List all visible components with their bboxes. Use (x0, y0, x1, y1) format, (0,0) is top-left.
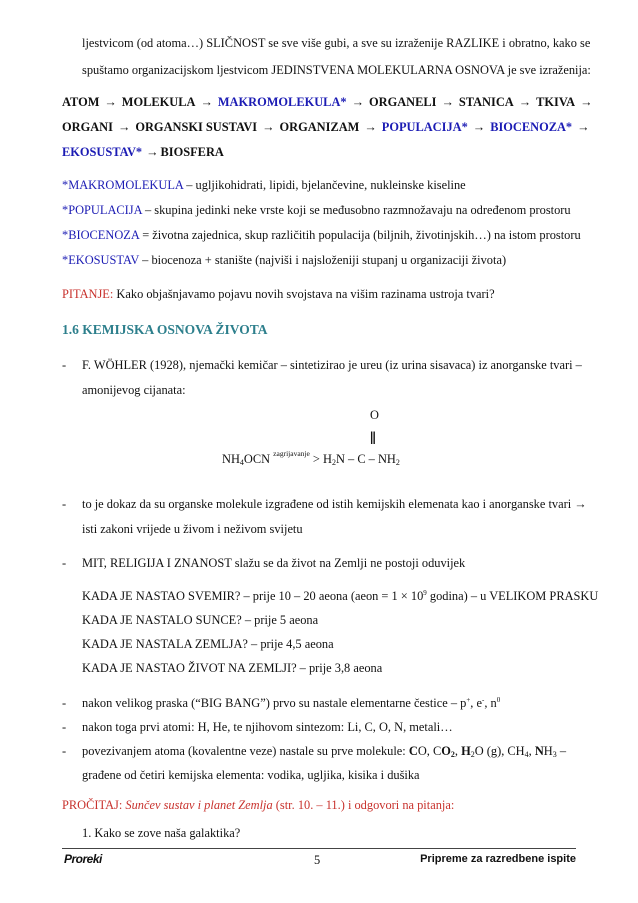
intro-line-2: spuštamo organizacijskom ljestvicom JEDINSTVENA MOLEKULARNA OSNOVA je sve izraženija: (82, 63, 591, 77)
question-label: PITANJE: (62, 287, 114, 301)
reaction-arrow: > (309, 452, 324, 466)
publisher-logo: Proreki (64, 852, 102, 866)
chain-atom: ATOM (62, 95, 100, 109)
myth-line: MIT, RELIGIJA I ZNANOST slažu se da život na Zemlji ne postoji oduvijek (82, 556, 466, 570)
chain-organizam: ORGANIZAM (279, 120, 360, 134)
age-sun: KADA JE NASTALO SUNCE? – prije 5 aeona (82, 613, 319, 627)
chain-molekula: MOLEKULA (121, 95, 196, 109)
double-bond: ‖ (370, 428, 376, 448)
carbonyl-oxygen: O (370, 408, 379, 422)
footer-divider (62, 848, 576, 849)
bigbang-particles: nakon velikog praska (“BIG BANG”) prvo su nastale elementarne čestice – p+, e-, $n^0$ (82, 696, 501, 710)
arrow-icon: → (580, 95, 593, 109)
bullet-dash: - (62, 696, 67, 710)
first-atoms: nakon toga prvi atomi: H, He, te njihovom sintezom: Li, C, O, N, metali… (82, 720, 453, 734)
arrow-icon: → (577, 120, 590, 134)
chain-organeli: ORGANELI (368, 95, 437, 109)
page-number: 5 (314, 853, 321, 867)
chain-organi: ORGANI (62, 120, 113, 134)
section-heading: 1.6 KEMIJSKA OSNOVA ŽIVOTA (62, 322, 268, 337)
chain-biosfera: BIOSFERA (160, 145, 224, 159)
bullet-dash: - (62, 556, 67, 570)
arrow-icon: → (104, 95, 117, 109)
chain-makromolekula: MAKROMOLEKULA* (217, 95, 347, 109)
bullet-dash: - (62, 358, 67, 372)
wohler-line-1: F. WÖHLER (1928), njemački kemičar – sintetizirao je ureu (iz urina sisavaca) iz anorganske tvari – (82, 358, 582, 372)
question-list-item-1: 1. Kako se zove naša galaktika? (82, 826, 241, 840)
chain-biocenoza: BIOCENOZA* (490, 120, 573, 134)
arrow-icon: → (472, 120, 486, 134)
organization-chain-line-3 (62, 145, 224, 160)
organization-chain-line-1 (62, 95, 598, 110)
definition-ekosustav: *EKOSUSTAV – biocenoza + stanište (najviši i najsloženiji stupanj u organizaciji života) (62, 253, 507, 267)
organization-chain-line-2 (62, 120, 595, 135)
definition-biocenoza: *BIOCENOZA = životna zajednica, skup različitih populacija (biljnih, životinjskih…) na istom prostoru (62, 228, 581, 242)
arrow-icon: → (518, 95, 532, 109)
chain-tkiva: TKIVA (536, 95, 576, 109)
arrow-icon: → (146, 145, 159, 159)
chain-stanica: STANICA (458, 95, 514, 109)
bullet-dash: - (62, 744, 67, 758)
definition-populacija: *POPULACIJA – skupina jedinki neke vrste koji se međusobno razmnožavaju na određenom prostoru (62, 203, 571, 217)
proof-line-2: isti zakoni vrijede u živom i neživom svijetu (82, 522, 303, 536)
urea-reaction: $NH_4OCN$ $^{zagrijavanje} > H_2N - C - NH_2$ (222, 449, 400, 467)
proof-line-1: to je dokaz da su organske molekule izgrađene od istih kemijskih elemenata kao i anorganske tvari → (82, 497, 587, 511)
arrow-icon: → (262, 120, 275, 134)
intro-line-1: ljestvicom (od atoma…) SLIČNOST se sve više gubi, a sve su izraženije RAZLIKE i obratno, kako se (82, 36, 591, 50)
chain-populacija: POPULACIJA* (381, 120, 468, 134)
chain-organski-sustavi: ORGANSKI SUSTAVI (135, 120, 258, 134)
age-universe: KADA JE NASTAO SVEMIR? – prije 10 – 20 aeona (aeon = $1 \times 10^9$ godina) – u VELIKOM PRASKU (82, 589, 599, 603)
reaction-condition: zagrijavanje (273, 449, 310, 458)
question: PITANJE: Kako objašnjavamo pojavu novih svojstava na višim razinama ustroja tvari? (62, 287, 495, 301)
age-life: KADA JE NASTAO ŽIVOT NA ZEMLJI? – prije 3,8 aeona (82, 661, 383, 675)
arrow-icon: → (364, 120, 377, 134)
arrow-icon: → (351, 95, 364, 109)
read-label: PROČITAJ: (62, 798, 126, 812)
arrow-icon: → (200, 95, 213, 109)
arrow-icon: → (441, 95, 454, 109)
age-earth: KADA JE NASTALA ZEMLJA? – prije 4,5 aeona (82, 637, 334, 651)
arrow-icon: → (117, 120, 131, 134)
wohler-line-2: amonijevog cijanata: (82, 383, 186, 397)
first-molecules: povezivanjem atoma (kovalentne veze) nastale su prve molekule: CO, $CO_2$, $H_2O$ (g), $CH_4$, $NH_3$ – (82, 744, 567, 759)
read-title: Sunčev sustav i planet Zemlja (125, 798, 273, 812)
molecules-elements: građene od četiri kemijska elementa: vodika, ugljika, kisika i dušika (82, 768, 420, 782)
footer-title: Pripreme za razredbene ispite (420, 853, 576, 865)
bullet-dash: - (62, 497, 67, 511)
chain-ekosustav: EKOSUSTAV* (62, 145, 143, 159)
bullet-dash: - (62, 720, 67, 734)
definition-makromolekula: *MAKROMOLEKULA – ugljikohidrati, lipidi, bjelančevine, nukleinske kiseline (62, 178, 466, 192)
reading-assignment: PROČITAJ: Sunčev sustav i planet Zemlja (str. 10. – 11.) i odgovori na pitanja: (62, 798, 455, 812)
